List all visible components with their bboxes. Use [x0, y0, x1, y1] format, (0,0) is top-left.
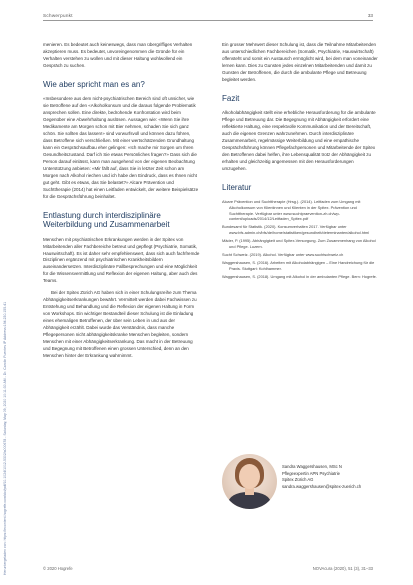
left-paragraph-1: menieren. Es bedeutet auch keineswegs, dass man übergriffiges Verhalten akzeptieren muss. Es bedeutet, unvoreingenommen die Gründe für ein Verhalten verstehen zu wollen und mit dieser Haltung wohlwollend ein Gespräch zu suchen.	[43, 42, 193, 68]
page-footer	[43, 566, 373, 574]
author-organisation: Spitex Zürich AG	[282, 477, 314, 482]
author-photo	[222, 454, 277, 509]
copyright: © 2020 Hogrefe	[43, 566, 73, 571]
section-label: Schwerpunkt	[43, 13, 73, 18]
reference-item: Alcare Prävention und Suchttherapie (Hrsg.). (2014). Leitfaden zum Umgang mit Alkoholkonsum von Klientinnen und Klienten in der Spitex. Prävention und Suchttherapie. Verfügbar unter www.suchtpraevention-zh.ch/wp-content/uploads/2014/12/Leitfaden_Spitex.pdf	[222, 199, 361, 222]
reference-item: Waggershausen, S. (2018). Umgang mit Alkohol in der ambulanten Pflege. Bern: Hogrefe.	[222, 273, 377, 279]
page-header	[43, 13, 373, 21]
left-paragraph-4: Bei der Spitex Zürich AG haben sich in einer Schulungsreihe zum Thema Abhängigkeitserkrankungen bewährt. Vermittelt werden dabei Fachwissen zu Entstehung und Behandlung und die Reflexion der eigenen Haltung in Form von Workshops. Ein wichtiger Bestandteil dieser Schulung ist die Einladung eines ehemaligen Betroffenen, der über sein Leben in und aus der Abhängigkeit erzählt. Dabei wurde das Verständnis, dass manche Pflegepersonen nicht abhängigkeitskranke Menschen begleiten, sondern Menschen mit einer Abhängigkeitserkrankung. Das macht in der Betreuung und Begegnung mit Betroffenen einen grossen Unterschied, denn an den Menschen hinter der Erkrankung wahrnimmt.	[43, 290, 197, 358]
right-paragraph-1: Ein grosser Mehrwert dieser Schulung ist, dass die Teilnahme Mitarbeitenden aus unterschiedlichen Fachbereichen (Somatik, Psychiatrie, Hauswirtschaft) offensteht und somit ein Austausch ermöglicht wird, bei dem man voneinander lernen kann. Dies zu Gunsten jedes einzelnen Mitarbeitenden und damit zu Gunsten der Betroffenen, die durch die ambulante Pflege und Betreuung begleitet werden.	[222, 42, 378, 82]
right-column	[222, 42, 379, 282]
author-box	[222, 454, 392, 514]
reference-item: Waggershausen, S. (2016). Arbeiten mit Alkoholabhängigen – Eine Handreichung für die Praxis. Stuttgart: Kohlhammer.	[222, 259, 375, 271]
download-watermark-text: Heruntergeladen von: https://econtent.hogrefe.com/doi/pdf/10.1024/1012-5302/a000678 - Saturday, May 09, 2020 10:11:30 AM - Dr. Carolin Fuentes IP Address:194.230.155.41	[3, 301, 7, 575]
heading-literatur: Literatur	[222, 182, 252, 192]
reference-list	[222, 199, 379, 279]
heading-fazit: Fazit	[222, 93, 240, 103]
left-paragraph-2: «Insbesondere aus dem nicht-psychiatrischen Bereich sind oft unsicher, wie sie Betroffene auf den «Alkoholkonsum und die daraus folgende Problematik ansprechen sollen. Eine direkte, bedrohende Konfrontation wird beim Gegenüber eine Abwehrhaltung auslösen. Aussagen wie: «Wenn Sie ihre Medikamente am Morgen schon mit Bier nehmen, schaden Sie sich ganz schön. Sie sollten das lassen!» sind vorwurfsvoll und können dazu führen, dass Betroffene sich verschließen. Mit einer wertschätzenden Grundhaltung kann ein Gesprächsaufbau eher gelingen: «Ich mache mir Sorgen um Ihren Gesundheitszustand. Darf ich Sie etwas Persönliches fragen?» Dass sich die Person darauf einlässt, kann man ausgehend von der eigenen Beobachtung Unterstützung anbieten: «Mir fällt auf, dass Sie in letzter Zeit schon am Morgen nach Alkohol riechen und ich habe den Eindruck, dass es Ihnen nicht gut geht. Gibt es etwas, das Sie belastet?» Alcare Prävention und Suchttherapie (2014) hat einen Leitfaden entwickelt, der weitere Beispielsätze für die Gesprächsführung beinhaltet.	[43, 96, 199, 199]
right-paragraph-2: Alkoholabhängigkeit stellt eine erhebliche Herausforderung für die ambulante Pflege und Betreuung dar. Die Begegnung mit Abhängigkeit erfordert eine reflektierte Haltung, eine respektvolle Kommunikation und der Bereitschaft, auch die eigenen Grenzen wahrzunehmen. Durch interdisziplinäre Zusammenarbeit, regelmässige Weiterbildung und eine empathische Gesprächsführung können Pflegefachpersonen und Mitarbeitende der Spitex den Betroffenen dabei helfen, ihre Lebensqualität trotz der Abhängigkeit zu erhalten und gleichzeitig angemessen mit den Herausforderungen umzugehen.	[222, 110, 376, 171]
author-role: Pflegeexpertin APN Psychiatrie	[282, 470, 340, 476]
page-number: 33	[367, 13, 373, 18]
author-email[interactable]: sandra.waggershausen@spitex-zuerich.ch	[282, 483, 362, 489]
left-paragraph-3: Menschen mit psychiatrischen Erkrankungen werden in der Spitex von Mitarbeitenden aller Fachbereiche betreut und gepflegt (Psychiatrie, Somatik, Hauswirtschaft). Es ist daher sehr empfehlenswert, dass sich auch fachfremde Disziplinen ergänzend mit psychiatrischen Krankheitsbildern auseinandersetzen. Interdisziplinäre Fallbesprechungen und eine Möglichkeit für die Wissensvermittlung und Reflexion der eigenen Haltung, aber auch des Teams.	[43, 236, 200, 284]
author-info	[282, 464, 392, 490]
left-column	[43, 42, 200, 365]
download-watermark-strip	[3, 20, 11, 575]
reference-item: Sucht Schweiz. (2019). Alkohol. Verfügbar unter www.suchtschweiz.ch	[222, 251, 344, 257]
reference-item: Mäder, P. (1995). Abhängigkeit und Spitex-Versorgung. Zum Zusammenhang von Alkohol und Pflege. Luzern.	[222, 238, 376, 249]
header-rule	[43, 20, 373, 21]
journal-citation: NOVAcura (2020), 51 (3), 31–33	[312, 566, 373, 571]
heading-wie-aber-spricht-man-es-an: Wie aber spricht man es an?	[43, 79, 145, 89]
photo-face	[239, 464, 260, 489]
reference-item: Bundesamt für Statistik. (2020). Konsumverhalten 2017. Verfügbar unter www.bfs.admin.ch/bfs/de/home/statistiken/gesundheit/determinanten/alkohol.html	[222, 224, 370, 236]
heading-entlastung: Entlastung durch interdisziplinäre Weiterbildung und Zusammenarbeit	[43, 210, 170, 230]
author-name: Sandra Waggershausen, MSc N	[282, 464, 342, 469]
